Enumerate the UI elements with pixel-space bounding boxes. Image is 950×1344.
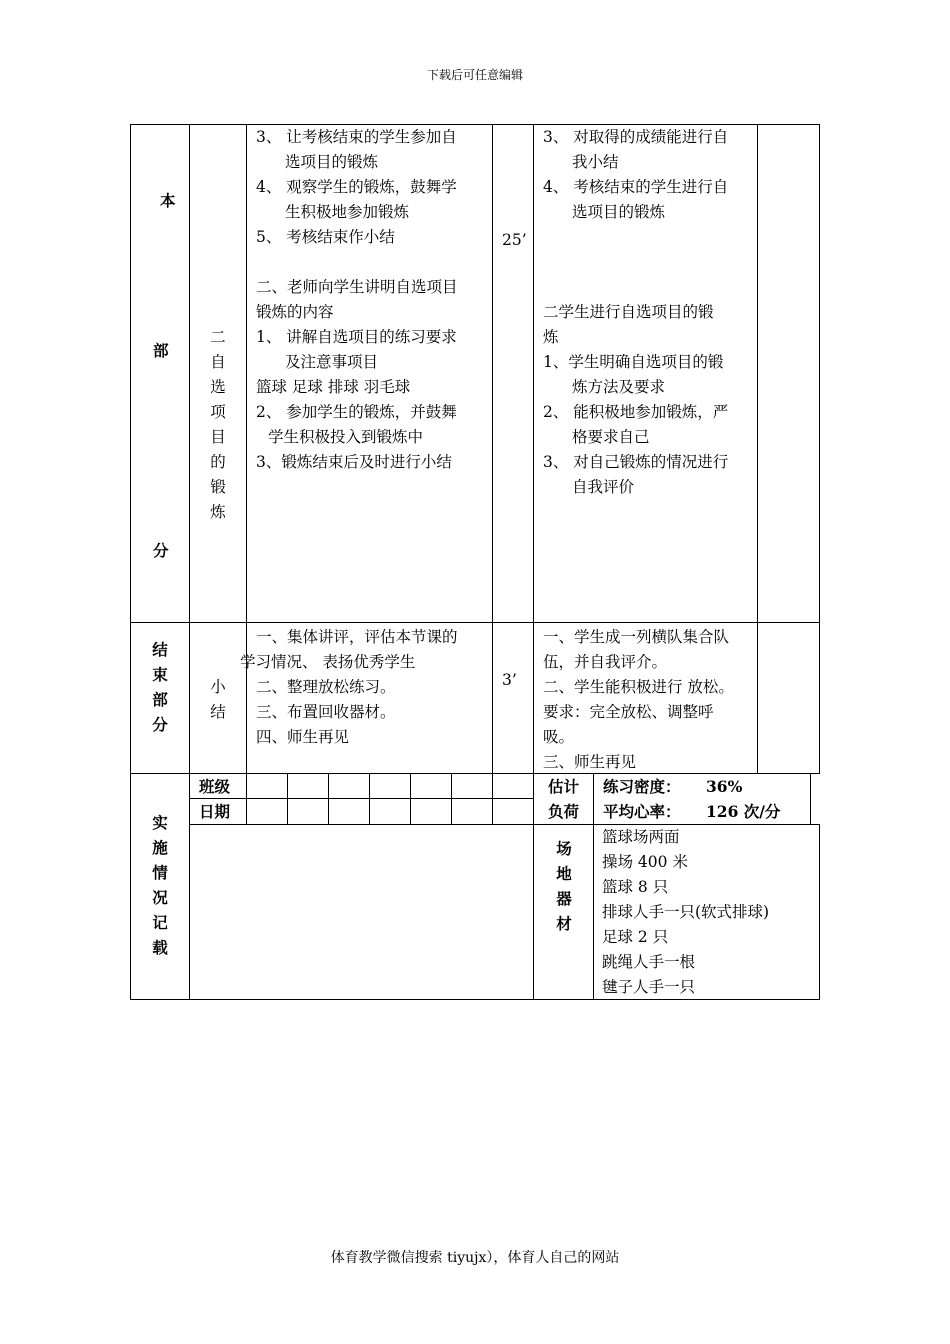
item-label-ending: 小 结: [210, 678, 226, 721]
load-label-1: 估计: [548, 777, 580, 796]
density-label: 练习密度：: [603, 777, 681, 796]
heart-rate-label: 平均心率：: [603, 802, 681, 821]
heart-rate-value: 126 次/分: [706, 802, 781, 821]
class-label: 班级: [199, 777, 231, 796]
density-value: 36%: [706, 777, 743, 796]
section-label-main-top: 本: [160, 191, 176, 210]
date-label: 日期: [199, 802, 231, 821]
section-label-main-mid: 部: [153, 341, 169, 360]
item-label-main: 二 自 选 项 目 的 锻 炼: [210, 328, 226, 521]
section-label-main-bottom: 分: [153, 541, 169, 560]
load-label-2: 负荷: [548, 802, 580, 821]
time-ending: 3’: [502, 671, 517, 689]
section-label-record: 实 施 情 况 记 载: [152, 813, 168, 957]
header-note: 下载后可任意编辑: [426, 68, 523, 82]
venue-label: 场 地 器 材: [556, 839, 572, 933]
footer-note: 体育教学微信搜索 tiyujx），体育人自己的网站: [330, 1250, 620, 1266]
section-label-ending: 结 束 部 分: [152, 640, 168, 734]
time-main: 25’: [502, 231, 527, 249]
